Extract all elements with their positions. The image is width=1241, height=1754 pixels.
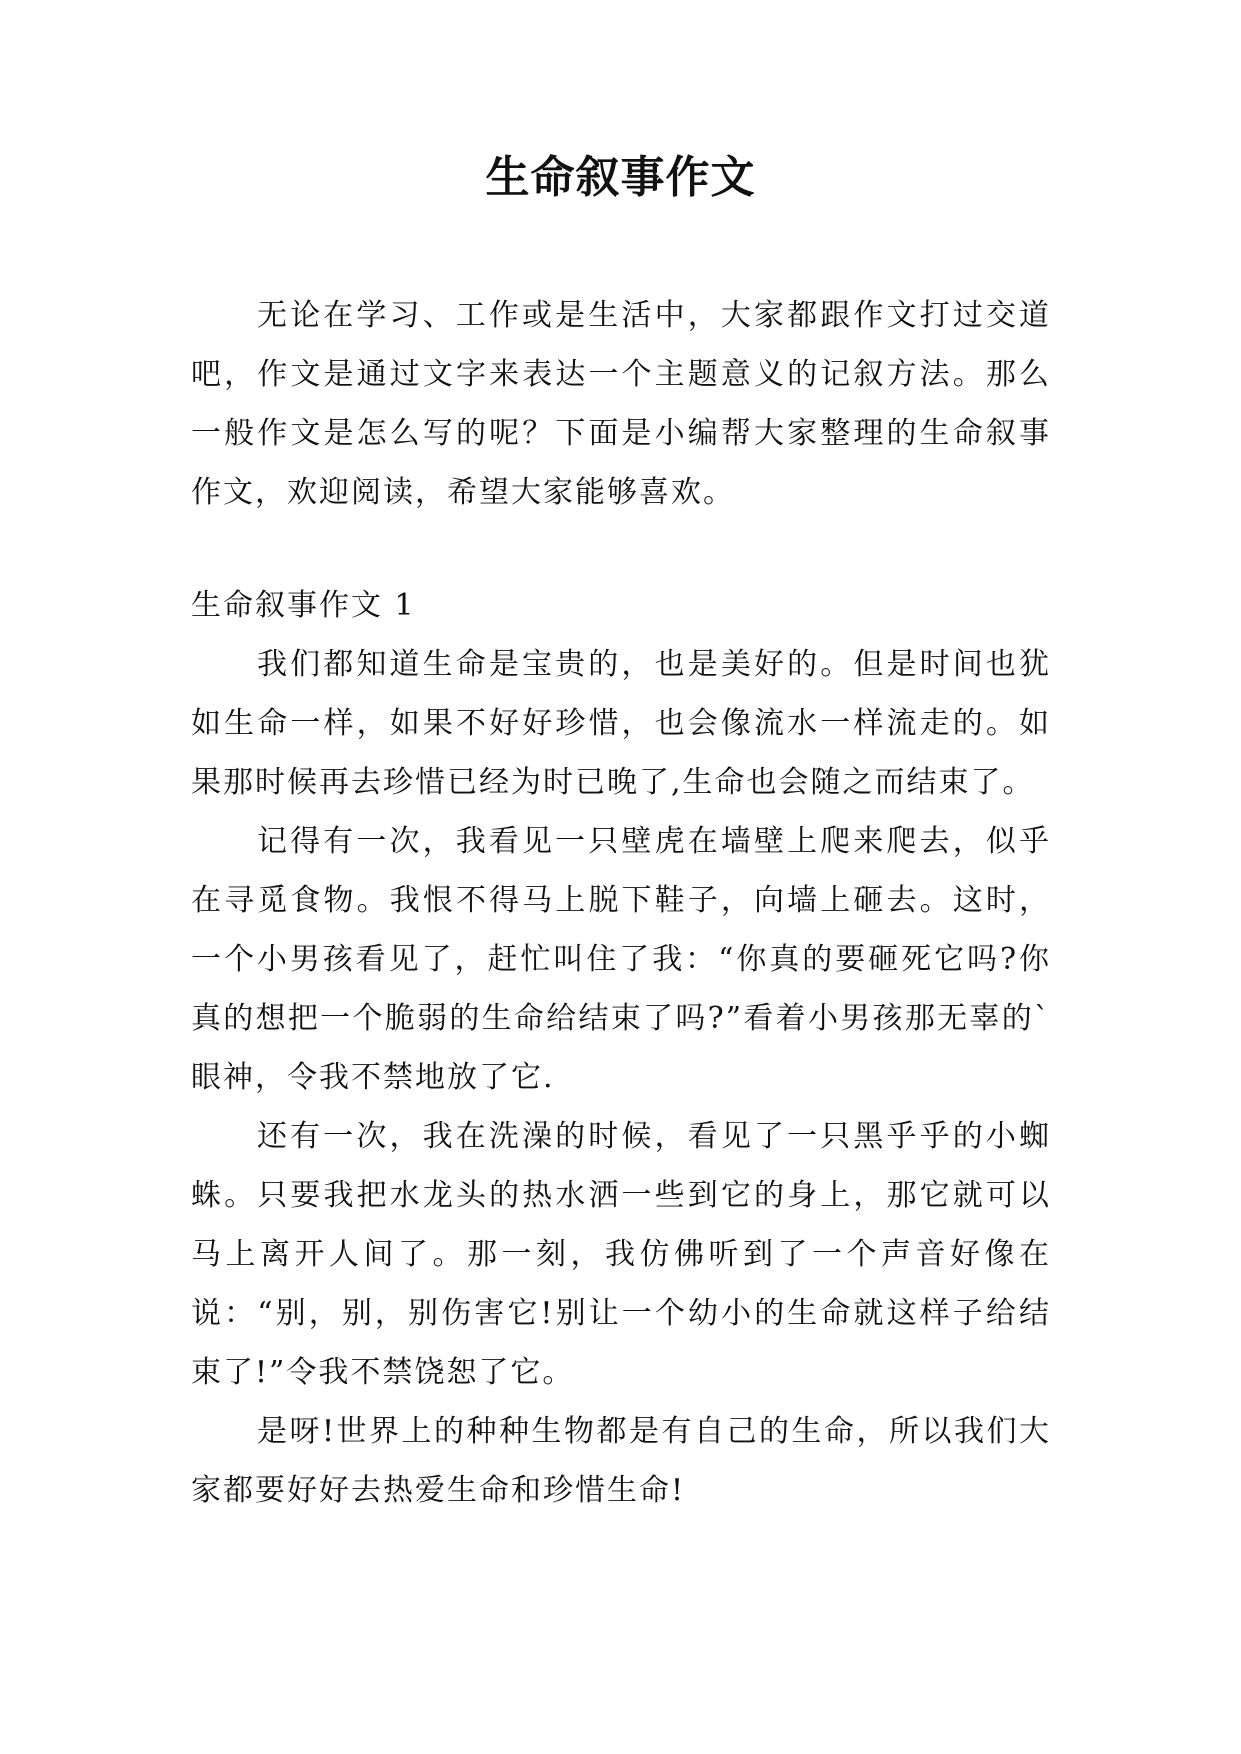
essay-paragraph-1: 我们都知道生命是宝贵的，也是美好的。但是时间也犹如生命一样，如果不好好珍惜，也会像流水一样流走的。如果那时候再去珍惜已经为时已晚了,生命也会随之而结束了。 xyxy=(191,647,1051,800)
section-heading: 生命叙事作文 1 xyxy=(191,588,416,623)
essay-paragraph-3: 还有一次，我在洗澡的时候，看见了一只黑乎乎的小蜘蛛。只要我把水龙头的热水洒一些到它的身上，那它就可以马上离开人间了。那一刻，我仿佛听到了一个声音好像在说：“别，别，别伤害它!别让一个幼小的生命就这样子给结束了!”令我不禁饶恕了它。 xyxy=(191,1119,1051,1390)
intro-paragraph: 无论在学习、工作或是生活中，大家都跟作文打过交道吧，作文是通过文字来表达一个主题意义的记叙方法。那么一般作文是怎么写的呢？下面是小编帮大家整理的生命叙事作文，欢迎阅读，希望大家能够喜欢。 xyxy=(191,298,1051,510)
essay-body xyxy=(191,635,1051,1520)
intro-section xyxy=(191,286,1051,522)
page-title: 生命叙事作文 xyxy=(485,152,756,203)
essay-paragraph-4: 是呀!世界上的种种生物都是有自己的生命，所以我们大家都要好好去热爱生命和珍惜生命! xyxy=(191,1414,1051,1508)
essay-paragraph-2: 记得有一次，我看见一只壁虎在墙壁上爬来爬去，似乎在寻觅食物。我恨不得马上脱下鞋子，向墙上砸去。这时，一个小男孩看见了，赶忙叫住了我：“你真的要砸死它吗?你真的想把一个脆弱的生命给结束了吗?”看着小男孩那无辜的`眼神，令我不禁地放了它. xyxy=(191,824,1051,1095)
